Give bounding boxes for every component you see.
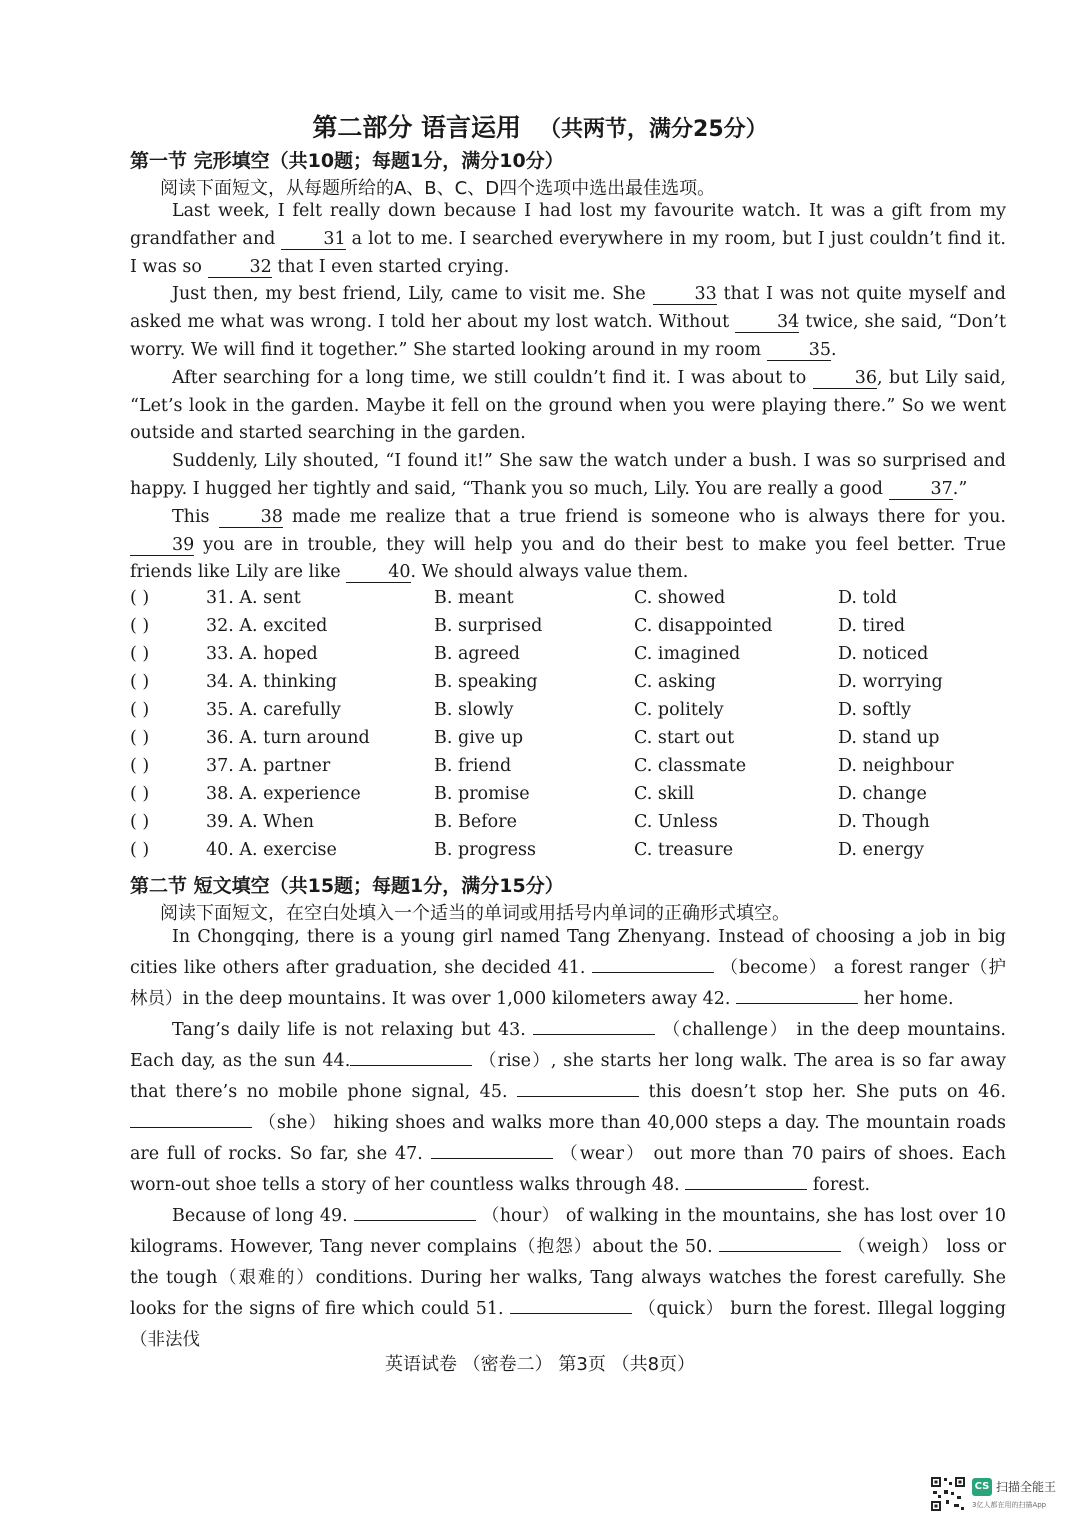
answer-bracket[interactable]: ( ) — [130, 672, 150, 692]
gap-47[interactable] — [431, 1142, 553, 1159]
question-row — [130, 672, 1030, 700]
question-row — [130, 700, 1030, 728]
gap-41[interactable] — [592, 956, 714, 973]
blank-39: 39 — [130, 535, 194, 556]
answer-bracket[interactable]: ( ) — [130, 756, 150, 776]
option-b: B. surprised — [434, 616, 543, 636]
question-row — [130, 644, 1030, 672]
page-footer: 英语试卷 （密卷二） 第3页 （共8页） — [384, 1354, 696, 1375]
camscanner-name: 扫描全能王 — [996, 1480, 1057, 1494]
camscanner-logo: CS — [972, 1478, 992, 1496]
cloze-passage — [130, 198, 1006, 587]
option-d: D. stand up — [838, 728, 940, 748]
option-c: C. asking — [634, 672, 716, 692]
question-row — [130, 756, 1030, 784]
gap-51[interactable] — [510, 1297, 632, 1314]
gap-paragraph-2: Tang’s daily life is not relaxing but 43. （challenge） in the deep mountains. Each day, as the sun 44. （rise）, she starts her long walk. The area is so far away that there’s no mobile phone signal, 45. this doesn’t stop her. She puts on 46. （she） hiking shoes and walks more than 40,000 steps a day. The mountain roads are full of rocks. So far, she 47. （wear） out more than 70 pairs of shoes. Each worn-out shoe tells a story of her countless walks through 48. forest. — [130, 1020, 1007, 1195]
option-a: 40. A. exercise — [206, 840, 337, 860]
gap-fill-passage — [130, 922, 1006, 1356]
blank-40: 40 — [346, 562, 410, 583]
option-c: C. imagined — [634, 644, 741, 664]
gap-paragraph-3: Because of long 49. （hour） of walking in the mountains, she has lost over 10 kilograms. However, Tang never complains（抱怨）about the 50. （weigh） loss or the tough（艰难的）conditions. During her walks, Tang always watches the forest carefully. She looks for the signs of fire which could 51. （quick） burn the forest. Illegal logging（非法伐 — [130, 1206, 1006, 1350]
option-a: 39. A. When — [206, 812, 315, 832]
answer-bracket[interactable]: ( ) — [130, 700, 150, 720]
blank-35: 35 — [767, 340, 831, 361]
option-d: D. tired — [838, 616, 906, 636]
option-d: D. change — [838, 784, 927, 804]
qr-code-icon — [930, 1476, 966, 1512]
option-b: B. slowly — [434, 700, 514, 720]
answer-bracket[interactable]: ( ) — [130, 644, 150, 664]
blank-31: 31 — [281, 229, 345, 250]
gap-42[interactable] — [736, 987, 858, 1004]
option-b: B. promise — [434, 784, 530, 804]
option-a: 31. A. sent — [206, 588, 301, 608]
section2-instruction: 阅读下面短文，在空白处填入一个适当的单词或用括号内单词的正确形式填空。 — [160, 903, 790, 924]
section2-heading: 第二节 短文填空（共15题；每题1分，满分15分） — [130, 875, 564, 897]
gap-48[interactable] — [685, 1173, 807, 1190]
option-c: C. classmate — [634, 756, 747, 776]
answer-bracket[interactable]: ( ) — [130, 588, 150, 608]
cloze-paragraph-3: After searching for a long time, we still couldn’t find it. I was about to 36, but Lily said, “Let’s look in the garden. Maybe it fell on the ground when you were playing there.” So we went outside and started searching in the garden. — [130, 367, 1006, 444]
blank-34: 34 — [735, 312, 799, 333]
option-a: 38. A. experience — [206, 784, 361, 804]
gap-44[interactable] — [350, 1049, 472, 1066]
gap-43[interactable] — [533, 1018, 655, 1035]
option-a: 37. A. partner — [206, 756, 331, 776]
blank-33: 33 — [653, 284, 717, 305]
question-row — [130, 812, 1030, 840]
option-a: 33. A. hoped — [206, 644, 318, 664]
section1-instruction: 阅读下面短文，从每题所给的A、B、C、D四个选项中选出最佳选项。 — [160, 178, 716, 199]
gap-paragraph-1: In Chongqing, there is a young girl named Tang Zhenyang. Instead of choosing a job in big cities like others after graduation, she decided 41. （become） a forest ranger（护林员）in the deep mountains. It was over 1,000 kilometers away 42. her home. — [130, 927, 1006, 1009]
gap-50[interactable] — [719, 1235, 841, 1252]
option-c: C. Unless — [634, 812, 718, 832]
scanner-watermark — [930, 1476, 1070, 1516]
part-title-note: （共两节，满分25分） — [539, 117, 768, 142]
option-b: B. progress — [434, 840, 536, 860]
answer-bracket[interactable]: ( ) — [130, 812, 150, 832]
option-d: D. softly — [838, 700, 912, 720]
option-b: B. Before — [434, 812, 517, 832]
option-d: D. neighbour — [838, 756, 954, 776]
option-c: C. skill — [634, 784, 695, 804]
option-d: D. energy — [838, 840, 924, 860]
cloze-paragraph-2: Just then, my best friend, Lily, came to visit me. She 33 that I was not quite myself and asked me what was wrong. I told her about my lost watch. Without 34 twice, she said, “Don’t worry. We will find it together.” She started looking around in my room 35. — [130, 284, 1006, 360]
option-c: C. disappointed — [634, 616, 773, 636]
answer-bracket[interactable]: ( ) — [130, 728, 150, 748]
option-c: C. politely — [634, 700, 724, 720]
blank-32: 32 — [208, 257, 272, 278]
option-b: B. friend — [434, 756, 512, 776]
section1-heading: 第一节 完形填空（共10题；每题1分，满分10分） — [130, 150, 564, 172]
question-row — [130, 784, 1030, 812]
blank-38: 38 — [219, 507, 283, 528]
option-a: 32. A. excited — [206, 616, 328, 636]
answer-bracket[interactable]: ( ) — [130, 784, 150, 804]
answer-bracket[interactable]: ( ) — [130, 840, 150, 860]
question-row — [130, 840, 1030, 868]
option-b: B. speaking — [434, 672, 538, 692]
option-c: C. treasure — [634, 840, 734, 860]
part-title-main: 第二部分 语言运用 — [312, 113, 522, 142]
option-b: B. give up — [434, 728, 524, 748]
blank-37: 37 — [889, 479, 953, 500]
gap-49[interactable] — [354, 1204, 476, 1221]
question-row — [130, 728, 1030, 756]
option-d: D. Though — [838, 812, 930, 832]
option-c: C. start out — [634, 728, 735, 748]
option-b: B. agreed — [434, 644, 520, 664]
answer-bracket[interactable]: ( ) — [130, 616, 150, 636]
blank-36: 36 — [813, 368, 877, 389]
camscanner-slogan: 3亿人都在用的扫描App — [972, 1501, 1047, 1509]
cloze-paragraph-4: Suddenly, Lily shouted, “I found it!” She saw the watch under a bush. I was so surprised and happy. I hugged her tightly and said, “Thank you so much, Lily. You are really a good 37.” — [130, 451, 1006, 499]
option-a: 34. A. thinking — [206, 672, 338, 692]
cloze-paragraph-5: This 38 made me realize that a true friend is someone who is always there for you. 39 you are in trouble, they will help you and do their best to make you feel better. True friends like Lily are like 40. We should always value them. — [130, 506, 1006, 583]
question-row — [130, 588, 1030, 616]
question-row — [130, 616, 1030, 644]
option-d: D. told — [838, 588, 897, 608]
option-a: 35. A. carefully — [206, 700, 341, 720]
option-d: D. worrying — [838, 672, 943, 692]
gap-46[interactable] — [130, 1111, 252, 1128]
part-title — [0, 108, 1080, 144]
option-b: B. meant — [434, 588, 514, 608]
option-a: 36. A. turn around — [206, 728, 370, 748]
option-c: C. showed — [634, 588, 726, 608]
option-d: D. noticed — [838, 644, 929, 664]
cloze-paragraph-1: Last week, I felt really down because I had lost my favourite watch. It was a gift from my grandfather and 31 a lot to me. I searched everywhere in my room, but I just couldn’t find it. I was so 32 that I even started crying. — [130, 201, 1006, 277]
gap-45[interactable] — [517, 1080, 639, 1097]
